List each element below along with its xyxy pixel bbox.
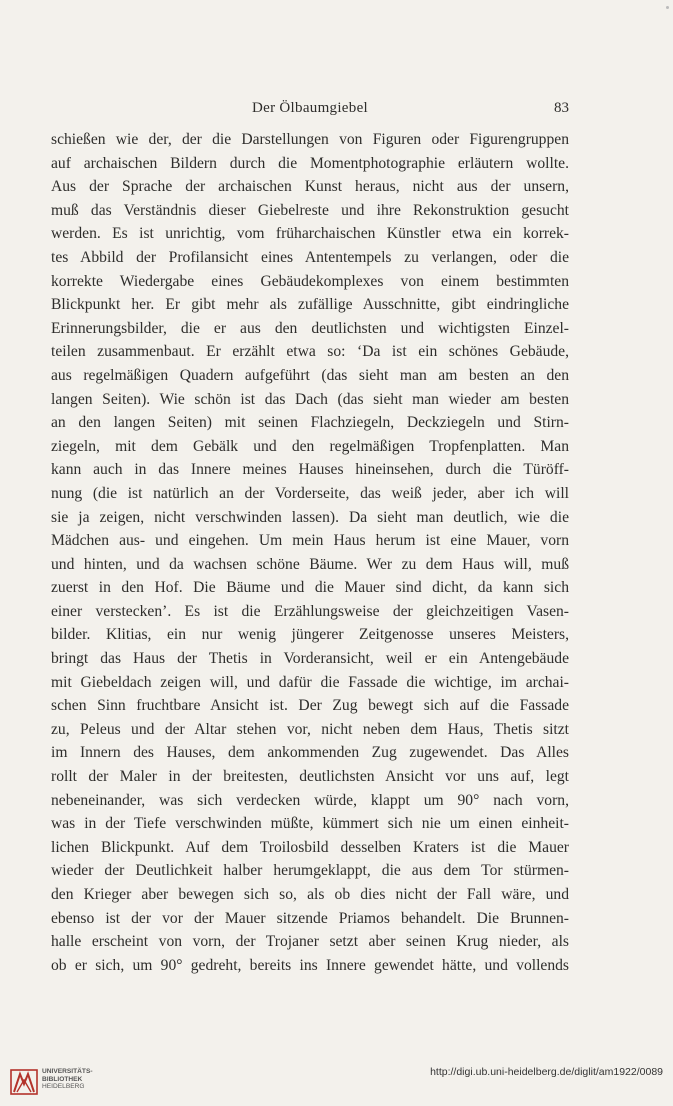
text-line: bilder. Klitias, ein nur wenig jüngerer Zeitgenosse unseres Meisters, xyxy=(51,626,569,644)
scan-edge-mark xyxy=(666,6,669,9)
text-line: ebenso ist der vor der Mauer sitzende Priamos behandelt. Die Brunnen- xyxy=(51,909,569,927)
text-line: bringt das Haus der Thetis in Vorderansicht, weil er ein Antengebäude xyxy=(51,650,569,668)
text-line: korrekte Wiedergabe eines Gebäudekomplexes von einem bestimmten xyxy=(51,272,569,290)
text-line: werden. Es ist unrichtig, vom früharchaischen Künstler etwa ein korrek- xyxy=(51,225,569,243)
library-name-line3: HEIDELBERG xyxy=(42,1083,85,1091)
text-line: mit Giebeldach zeigen will, und dafür die Fassade die wichtige, im archai- xyxy=(51,673,569,691)
text-line: halle erscheint von vorn, der Trojaner setzt aber seinen Krug nieder, als xyxy=(51,933,569,951)
library-name xyxy=(42,1068,93,1091)
text-line: zu, Peleus und der Altar stehen vor, nicht neben dem Haus, Thetis sitzt xyxy=(51,720,569,738)
text-line: langen Seiten). Wie schön ist das Dach (das sieht man wieder am besten xyxy=(51,390,569,408)
text-line: sie ja zeigen, nicht verschwinden lassen). Da sieht man deutlich, wie die xyxy=(51,508,569,526)
text-line: einer verstecken’. Es ist die Erzählungsweise der gleichzeitigen Vasen- xyxy=(51,602,569,620)
running-head xyxy=(51,100,569,120)
library-name-line1: UNIVERSITÄTS- xyxy=(42,1068,93,1075)
text-line: was in der Tiefe verschwinden müßte, kümmert sich nie um einen einheit- xyxy=(51,815,569,833)
text-line: an den langen Seiten) mit seinen Flachziegeln, Deckziegeln und Stirn- xyxy=(51,414,569,432)
heidelberg-library-logo-icon xyxy=(8,1066,40,1098)
text-line: ob er sich, um 90° gedreht, bereits ins Innere gewendet hätte, und vollends xyxy=(51,956,569,974)
text-line: aus regelmäßigen Quadern aufgeführt (das sieht man am besten an den xyxy=(51,366,569,384)
text-line: teilen zusammenbaut. Er erzählt etwa so: ‘Da ist ein schönes Gebäude, xyxy=(51,343,569,361)
running-title: Der Ölbaumgiebel xyxy=(251,100,368,116)
text-line: nebeneinander, was sich verdecken würde, klappt um 90° nach vorn, xyxy=(51,791,569,809)
text-line: kann auch in das Innere meines Hauses hineinsehen, durch die Türöff- xyxy=(51,461,569,479)
text-line: nung (die ist natürlich an der Vorderseite, das weiß jeder, aber ich will xyxy=(51,484,569,502)
permalink-url[interactable]: http://digi.ub.uni-heidelberg.de/diglit/am1922/0089 xyxy=(430,1066,663,1078)
text-line: ziegeln, mit dem Gebälk und den regelmäßigen Tropfenplatten. Man xyxy=(51,437,569,455)
text-line: wieder der Deutlichkeit halber herumgeklappt, die aus dem Tor stürmen- xyxy=(51,862,569,880)
text-line: Erinnerungsbilder, die er aus den deutlichsten und wichtigsten Einzel- xyxy=(51,319,569,337)
library-name-line2: BIBLIOTHEK xyxy=(42,1075,83,1083)
footer xyxy=(0,1054,673,1106)
text-line: muß das Verständnis dieser Giebelreste und ihre Rekonstruktion gesucht xyxy=(51,201,569,219)
text-line: schen Sinn fruchtbare Ansicht ist. Der Zug bewegt sich auf die Fassade xyxy=(51,697,569,715)
text-line: zuerst in den Hof. Die Bäume und die Mauer sind dicht, da kann sich xyxy=(51,579,569,597)
text-line: auf archaischen Bildern durch die Momentphotographie erläutern wollte. xyxy=(51,154,569,172)
text-line: Mädchen aus- und eingehen. Um mein Haus herum ist eine Mauer, vorn xyxy=(51,532,569,550)
text-line: Blickpunkt her. Er gibt mehr als zufällige Ausschnitte, gibt eindringliche xyxy=(51,296,569,314)
text-line: tes Abbild der Profilansicht eines Antentempels zu verlangen, oder die xyxy=(51,248,569,266)
text-line: Aus der Sprache der archaischen Kunst heraus, nicht aus der unsern, xyxy=(51,178,569,196)
text-line: schießen wie der, der die Darstellungen von Figuren oder Figurengruppen xyxy=(51,131,569,148)
text-line: lichen Blickpunkt. Auf dem Troilosbild desselben Kraters ist die Mauer xyxy=(51,838,569,856)
text-line: im Innern des Hauses, dem ankommenden Zug zugewendet. Das Alles xyxy=(51,744,569,762)
text-line: den Krieger aber bewegen sich so, als ob dies nicht der Fall wäre, und xyxy=(51,886,569,903)
text-line: und hinten, und da wachsen schöne Bäume. Wer zu dem Haus will, muß xyxy=(51,555,569,573)
body-text xyxy=(51,128,569,977)
page-number: 83 xyxy=(554,100,569,116)
text-line: rollt der Maler in der breitesten, deutlichsten Ansicht vor uns auf, legt xyxy=(51,768,569,786)
